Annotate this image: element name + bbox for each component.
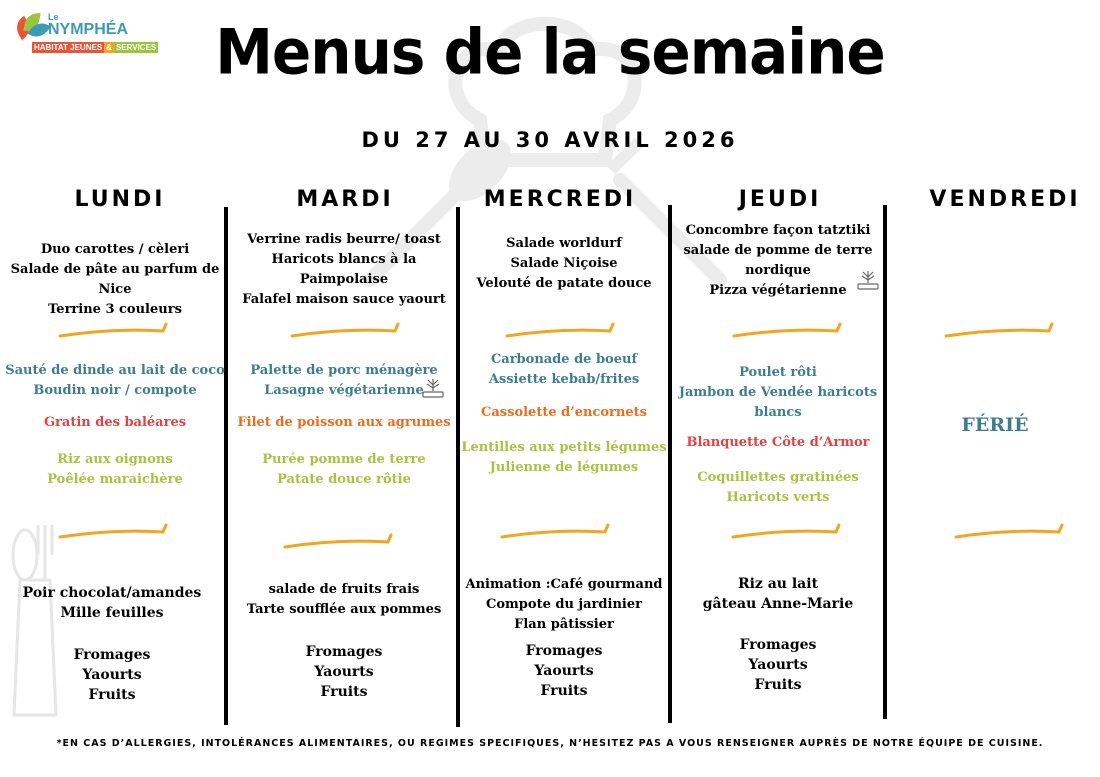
mardi-plat-orange: Filet de poisson aux agrumes	[237, 415, 451, 430]
mercredi-entrees: Salade worldurf Salade Niçoise Velouté de patate douce	[476, 236, 652, 291]
mercredi-accompagnements: Lentilles aux petits légumes Julienne de légumes	[461, 440, 667, 475]
swoosh-divider-icon	[58, 523, 168, 543]
swoosh-divider-icon	[944, 322, 1054, 342]
swoosh-divider-icon	[505, 322, 615, 342]
lundi-desserts: Poir chocolat/amandes Mille feuilles	[22, 585, 202, 621]
vegetarian-icon	[855, 267, 881, 293]
swoosh-divider-icon	[954, 523, 1064, 543]
day-header-vendredi: VENDREDI	[929, 187, 1081, 212]
swoosh-divider-icon	[283, 533, 393, 553]
jeudi-fromages: Fromages Yaourts Fruits	[739, 637, 817, 693]
jeudi-accompagnements: Coquillettes gratinées Haricots verts	[697, 470, 859, 505]
day-header-mardi: MARDI	[296, 187, 394, 212]
mercredi-plat-orange: Cassolette d’encornets	[481, 405, 647, 420]
day-header-lundi: LUNDI	[74, 187, 166, 212]
jeudi-plats: Poulet rôti Jambon de Vendée haricots blancs	[678, 365, 878, 420]
jeudi-entrees: Concombre façon tatztiki salade de pomme de terre nordique Pizza végétarienne	[683, 223, 873, 298]
lundi-entrees: Duo carottes / cèleri Salade de pâte au parfum de Nice Terrine 3 couleurs	[10, 242, 220, 317]
vendredi-ferie: FÉRIÉ	[961, 414, 1029, 436]
day-header-jeudi: JEUDI	[738, 187, 822, 212]
day-header-mercredi: MERCREDI	[483, 187, 637, 212]
swoosh-divider-icon	[500, 523, 610, 543]
swoosh-divider-icon	[290, 322, 400, 342]
lundi-fromages: Fromages Yaourts Fruits	[73, 647, 151, 703]
mardi-plats: Palette de porc ménagère Lasagne végétarienne	[250, 363, 438, 398]
mercredi-plats: Carbonade de boeuf Assiette kebab/frites	[488, 352, 640, 387]
vegetarian-icon	[420, 375, 446, 401]
date-range: DU 27 AU 30 AVRIL 2026	[361, 128, 739, 152]
lundi-accompagnements: Riz aux oignons Poêlée maraichère	[47, 452, 183, 487]
jeudi-desserts: Riz au lait gâteau Anne-Marie	[702, 576, 854, 612]
mardi-fromages: Fromages Yaourts Fruits	[305, 644, 383, 700]
mardi-desserts: salade de fruits frais Tarte soufflée aux pommes	[246, 582, 442, 617]
jeudi-plat-rouge: Blanquette Côte d’Armor	[686, 435, 870, 450]
swoosh-divider-icon	[58, 322, 168, 342]
mercredi-desserts: Animation :Café gourmand Compote du jardinier Flan pâtissier	[465, 577, 663, 632]
logo-tagline: HABITAT JEUNES & SERVICES	[34, 43, 157, 52]
lundi-plats: Sauté de dinde au lait de coco Boudin noir / compote	[5, 363, 225, 398]
logo-name: Le NYMPHÉA	[48, 12, 129, 38]
mardi-accompagnements: Purée pomme de terre Patate douce rôtie	[262, 452, 426, 487]
mercredi-fromages: Fromages Yaourts Fruits	[525, 643, 603, 699]
page-title: Menus de la semaine	[215, 15, 885, 89]
mardi-entrees: Verrine radis beurre/ toast Haricots blancs à la Paimpolaise Falafel maison sauce yaourt	[242, 232, 446, 307]
lundi-plat-rouge: Gratin des baléares	[43, 415, 187, 430]
swoosh-divider-icon	[731, 523, 841, 543]
swoosh-divider-icon	[732, 322, 842, 342]
allergy-notice: *EN CAS D’ALLERGIES, INTOLÉRANCES ALIMENTAIRES, OU REGIMES SPECIFIQUES, N’HESITEZ PAS A VOUS RENSEIGNER AUPRÈS DE NOTRE ÉQUIPE DE CUISINE.	[56, 738, 1044, 749]
